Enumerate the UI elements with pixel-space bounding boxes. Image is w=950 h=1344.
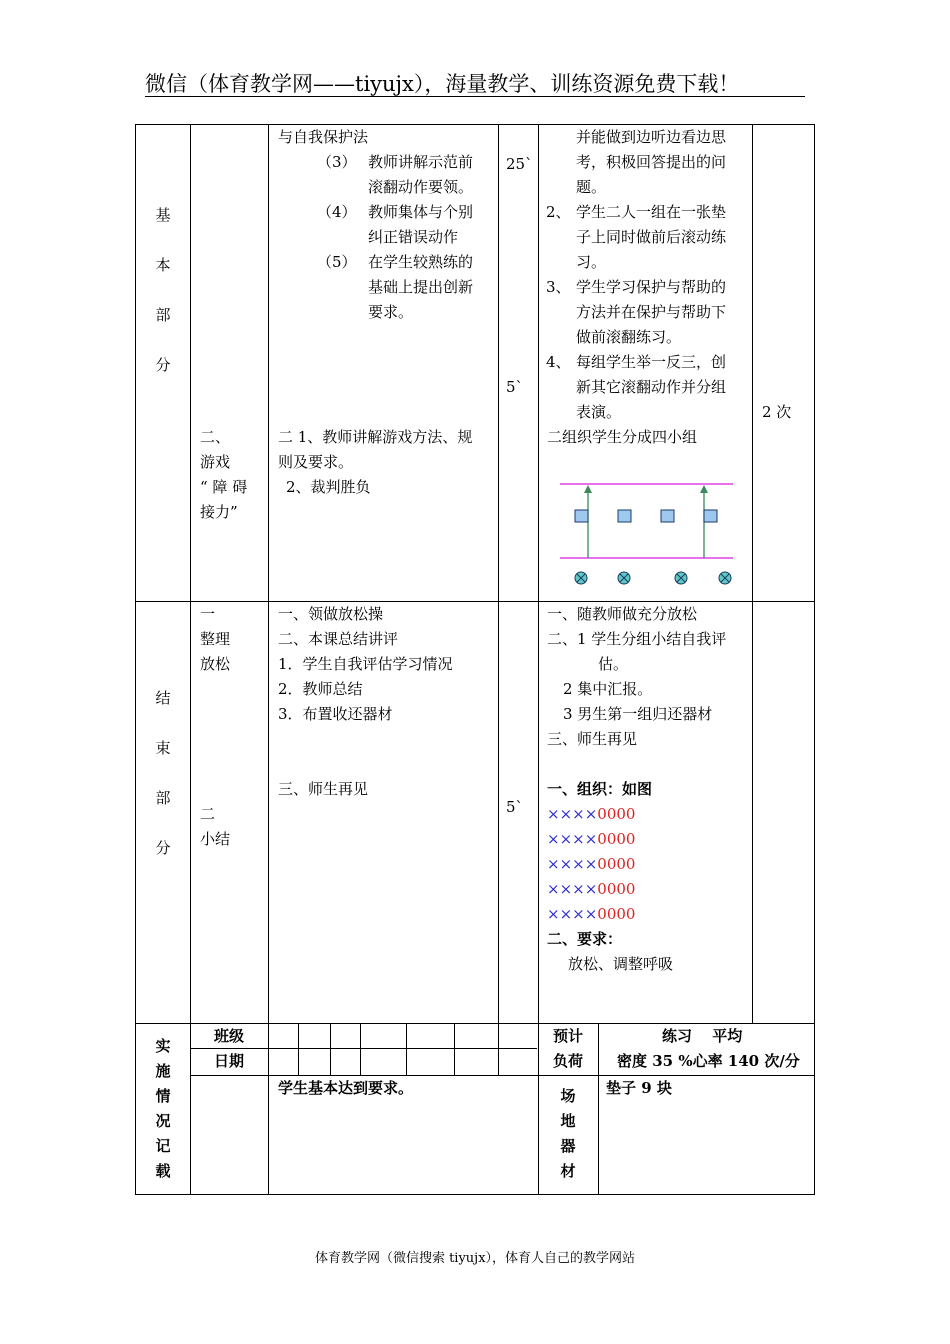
section-char: 分 bbox=[155, 356, 171, 374]
formation-o: 0000 bbox=[597, 805, 636, 823]
venue-char: 场 bbox=[560, 1087, 576, 1105]
student-line: 学生学习保护与帮助的 bbox=[576, 278, 727, 296]
section-char: 实 bbox=[155, 1037, 171, 1055]
content-line: 与自我保护法 bbox=[278, 128, 369, 146]
ending-teacher-line: 二、本课总结讲评 bbox=[278, 630, 399, 648]
content-line: 基础上提出创新 bbox=[368, 278, 474, 296]
section-char: 束 bbox=[155, 739, 171, 757]
border-col5 bbox=[752, 124, 753, 1023]
student-marker bbox=[575, 572, 587, 584]
section-char: 本 bbox=[155, 256, 171, 274]
venue-char: 地 bbox=[560, 1112, 576, 1130]
obstacle-square bbox=[704, 510, 717, 522]
content-line: 要求。 bbox=[368, 303, 414, 321]
border-bottom bbox=[135, 1194, 815, 1195]
student-line: 题。 bbox=[576, 178, 607, 196]
formation-x: ×××× bbox=[547, 855, 598, 873]
grid-line bbox=[298, 1023, 299, 1075]
student-line: 做前滚翻练习。 bbox=[576, 328, 682, 346]
obstacle-square bbox=[618, 510, 631, 522]
item-number: 4、 bbox=[546, 353, 571, 371]
load-line: 密度 35 %心率 140 次/分 bbox=[617, 1052, 800, 1070]
expected-load-label: 预计 bbox=[553, 1027, 584, 1045]
class-label: 班级 bbox=[214, 1027, 245, 1045]
grid-line bbox=[330, 1023, 331, 1075]
border-col1 bbox=[190, 124, 191, 1195]
times-count: 2 次 bbox=[762, 403, 792, 421]
grid-line bbox=[406, 1023, 407, 1075]
requirement-text: 放松、调整呼吸 bbox=[568, 955, 674, 973]
student-line: 新其它滚翻动作并分组 bbox=[576, 378, 727, 396]
item-number: 3、 bbox=[546, 278, 571, 296]
page-footer: 体育教学网（微信搜索 tiyujx），体育人自己的教学网站 bbox=[314, 1251, 636, 1266]
arrow-up-icon bbox=[700, 485, 708, 493]
ending-student-line: 二、1 学生分组小结自我评 bbox=[547, 630, 727, 648]
section-char: 记 bbox=[155, 1137, 171, 1155]
border-col4 bbox=[538, 124, 539, 1195]
requirement-title: 二、要求： bbox=[547, 930, 623, 948]
formation-row bbox=[547, 802, 635, 827]
content-line: 滚翻动作要领。 bbox=[368, 178, 474, 196]
result-text: 学生基本达到要求。 bbox=[278, 1079, 414, 1097]
item-number: （3） bbox=[317, 153, 357, 171]
border-left bbox=[135, 124, 136, 1195]
formation-row bbox=[547, 827, 635, 852]
item-number: 2、 bbox=[546, 203, 571, 221]
time-value: 5` bbox=[506, 378, 524, 396]
game-label: 二、 bbox=[200, 428, 231, 446]
game-teacher-line: 二 1、教师讲解游戏方法、规 bbox=[278, 428, 473, 446]
part-label: 小结 bbox=[200, 830, 231, 848]
content-line: 教师集体与个别 bbox=[368, 203, 474, 221]
content-line: 在学生较熟练的 bbox=[368, 253, 474, 271]
ending-student-line: 3 男生第一组归还器材 bbox=[563, 705, 713, 723]
student-marker bbox=[618, 572, 630, 584]
expected-load-label: 负荷 bbox=[553, 1052, 584, 1070]
game-teacher-line: 2、裁判胜负 bbox=[286, 478, 371, 496]
formation-row bbox=[547, 852, 635, 877]
section-char: 部 bbox=[155, 306, 171, 324]
student-line: 考，积极回答提出的问 bbox=[576, 153, 727, 171]
org-title: 一、组织：如图 bbox=[547, 780, 653, 798]
page-header: 微信（体育教学网——tiyujx），海量教学、训练资源免费下载！ bbox=[145, 72, 740, 96]
grid-line bbox=[360, 1023, 361, 1075]
part-label: 一 bbox=[200, 605, 216, 623]
ending-teacher-line: 一、领做放松操 bbox=[278, 605, 384, 623]
ending-student-line: 一、随教师做充分放松 bbox=[547, 605, 698, 623]
formation-o: 0000 bbox=[597, 905, 636, 923]
game-label: 接力” bbox=[200, 503, 238, 521]
formation-o: 0000 bbox=[597, 855, 636, 873]
student-line: 每组学生举一反三，创 bbox=[576, 353, 727, 371]
venue-text: 垫子 9 块 bbox=[606, 1079, 672, 1097]
content-line: 教师讲解示范前 bbox=[368, 153, 474, 171]
venue-char: 材 bbox=[560, 1162, 576, 1180]
obstacle-square bbox=[661, 510, 674, 522]
part-label: 整理 bbox=[200, 630, 231, 648]
section-char: 况 bbox=[155, 1112, 171, 1130]
formation-row bbox=[547, 902, 635, 927]
ending-student-line: 三、师生再见 bbox=[547, 730, 638, 748]
ending-teacher-line: 2．教师总结 bbox=[278, 680, 363, 698]
formation-x: ×××× bbox=[547, 830, 598, 848]
student-line: 子上同时做前后滚动练 bbox=[576, 228, 727, 246]
formation-x: ×××× bbox=[547, 880, 598, 898]
time-value: 25` bbox=[506, 155, 533, 173]
load-line: 练习 平均 bbox=[662, 1027, 743, 1045]
formation-x: ×××× bbox=[547, 905, 598, 923]
section-char: 结 bbox=[155, 689, 171, 707]
date-label: 日期 bbox=[214, 1052, 245, 1070]
formation-row bbox=[547, 877, 635, 902]
game-label: “ 障 碍 bbox=[200, 478, 248, 496]
ending-teacher-line: 3．布置收还器材 bbox=[278, 705, 393, 723]
venue-char: 器 bbox=[560, 1137, 576, 1155]
ending-teacher-line: 1．学生自我评估学习情况 bbox=[278, 655, 453, 673]
obstacle-square bbox=[575, 510, 588, 522]
game-label: 游戏 bbox=[200, 453, 231, 471]
formation-o: 0000 bbox=[597, 880, 636, 898]
section-char: 情 bbox=[155, 1087, 171, 1105]
student-line: 方法并在保护与帮助下 bbox=[576, 303, 727, 321]
student-marker bbox=[719, 572, 731, 584]
game-teacher-line: 则及要求。 bbox=[278, 453, 354, 471]
border-right bbox=[814, 124, 815, 1195]
formation-o: 0000 bbox=[597, 830, 636, 848]
section-char: 施 bbox=[155, 1062, 171, 1080]
grid-line bbox=[454, 1023, 455, 1075]
student-marker bbox=[675, 572, 687, 584]
time-value: 5` bbox=[506, 798, 524, 816]
border-col3 bbox=[498, 124, 499, 1075]
formation-x: ×××× bbox=[547, 805, 598, 823]
border-col-load bbox=[598, 1023, 599, 1195]
student-line: 学生二人一组在一张垫 bbox=[576, 203, 727, 221]
ending-student-line: 估。 bbox=[598, 655, 629, 673]
student-line: 并能做到边听边看边思 bbox=[576, 128, 727, 146]
section-char: 部 bbox=[155, 789, 171, 807]
part-label: 二 bbox=[200, 805, 216, 823]
header-underline bbox=[145, 96, 805, 97]
section-char: 基 bbox=[155, 206, 171, 224]
student-line: 习。 bbox=[576, 253, 607, 271]
border-row1 bbox=[135, 601, 815, 602]
content-line: 纠正错误动作 bbox=[368, 228, 459, 246]
lesson-plan-table bbox=[135, 124, 815, 1195]
item-number: （5） bbox=[317, 253, 357, 271]
border-col2 bbox=[268, 124, 269, 1195]
game-org-text: 二组织学生分成四小组 bbox=[547, 428, 698, 446]
item-number: （4） bbox=[317, 203, 357, 221]
section-char: 分 bbox=[155, 839, 171, 857]
part-label: 放松 bbox=[200, 655, 231, 673]
relay-diagram bbox=[555, 474, 745, 589]
student-line: 表演。 bbox=[576, 403, 622, 421]
arrow-up-icon bbox=[584, 485, 592, 493]
ending-student-line: 2 集中汇报。 bbox=[563, 680, 653, 698]
section-char: 载 bbox=[155, 1162, 171, 1180]
ending-teacher-line: 三、师生再见 bbox=[278, 780, 369, 798]
